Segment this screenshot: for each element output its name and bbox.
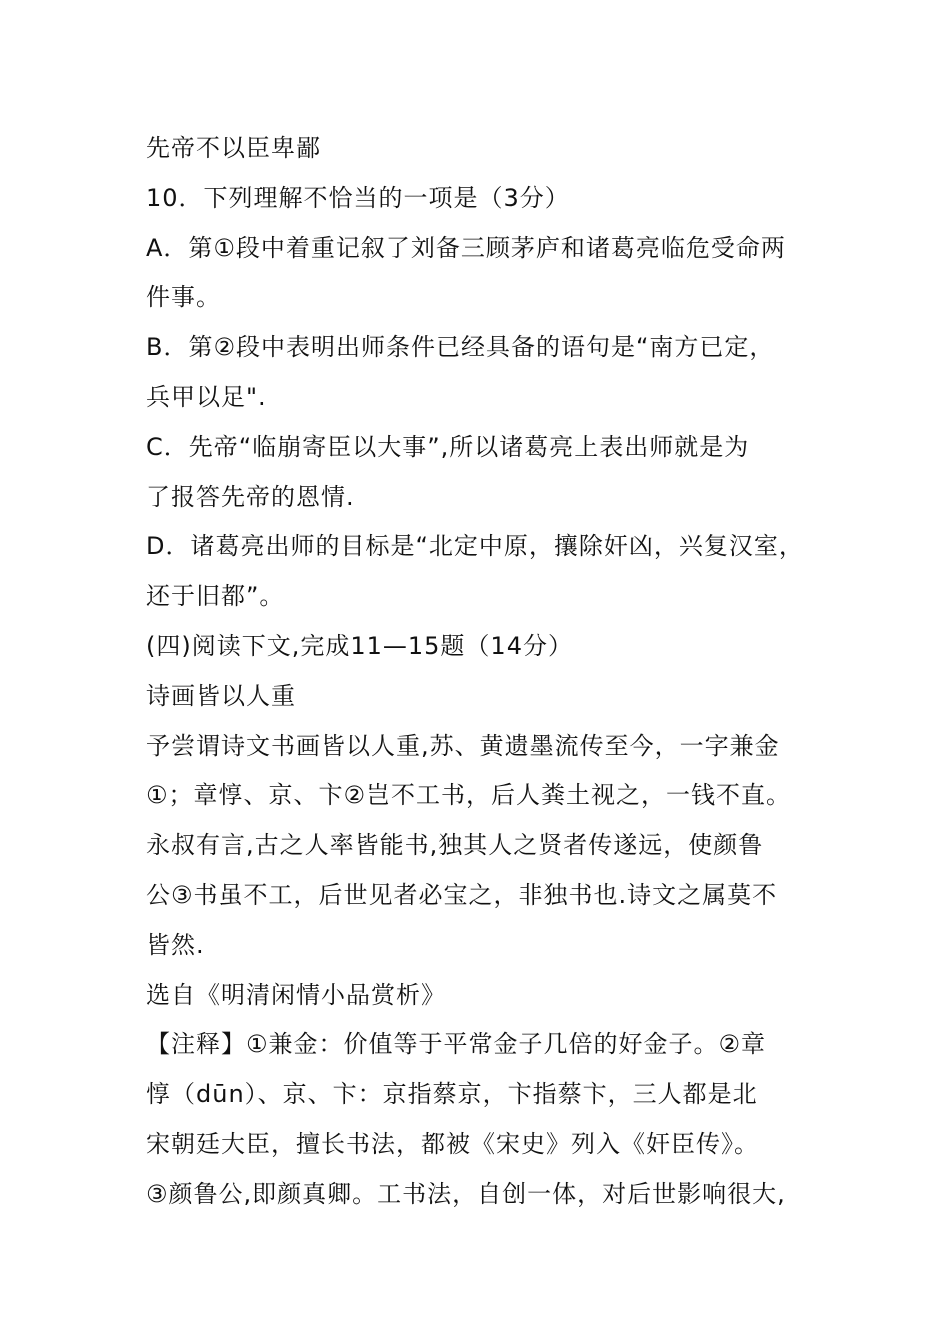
question-10-option-c: C．先帝“临崩寄臣以大事”,所以诸葛亮上表出师就是为: [146, 432, 750, 461]
annotation-line: ③颜鲁公,即颜真卿。工书法，自创一体，对后世影响很大,: [146, 1179, 786, 1208]
document-body: [146, 124, 846, 1220]
question-10-option-a: A．第①段中着重记叙了刘备三顾茅庐和诸葛亮临危受命两: [146, 233, 786, 262]
annotation-line: 【注释】①兼金：价值等于平常金子几倍的好金子。②章: [146, 1030, 767, 1059]
question-10-option-b-cont: 兵甲以足".: [146, 382, 267, 411]
passage-line: 皆然.: [146, 930, 205, 959]
question-10-option-c-cont: 了报答先帝的恩情.: [146, 482, 355, 511]
passage-line: 予尝谓诗文书画皆以人重,苏、黄遗墨流传至今，一字兼金: [146, 731, 780, 760]
question-10-option-a-cont: 件事。: [146, 283, 221, 312]
passage-line: 公③书虽不工，后世见者必宝之，非独书也.诗文之属莫不: [146, 880, 778, 909]
annotation-line: 惇（dūn）、京、卞：京指蔡京，卞指蔡卞，三人都是北: [146, 1080, 758, 1109]
text-line-poem-fragment: 先帝不以臣卑鄙: [146, 134, 321, 162]
section-4-heading: (四)阅读下文,完成11—15题（14分）: [146, 631, 573, 660]
question-10-option-b: B．第②段中表明出师条件已经具备的语句是“南方已定，: [146, 333, 775, 362]
passage-title: 诗画皆以人重: [146, 681, 296, 710]
question-10-stem: 10．下列理解不恰当的一项是（3分）: [146, 183, 570, 212]
passage-line: ①；章惇、京、卞②岂不工书，后人粪土视之，一钱不直。: [146, 781, 792, 810]
passage-source: 选自《明清闲情小品赏析》: [146, 980, 446, 1009]
annotation-line: 宋朝廷大臣，擅长书法，都被《宋史》列入《奸臣传》。: [146, 1129, 759, 1158]
question-10-option-d-cont: 还于旧都”。: [146, 582, 285, 611]
passage-line: 永叔有言,古之人率皆能书,独其人之贤者传遂远，使颜鲁: [146, 831, 764, 860]
question-10-option-d: D．诸葛亮出师的目标是“北定中原，攘除奸凶，兴复汉室，: [146, 532, 804, 561]
